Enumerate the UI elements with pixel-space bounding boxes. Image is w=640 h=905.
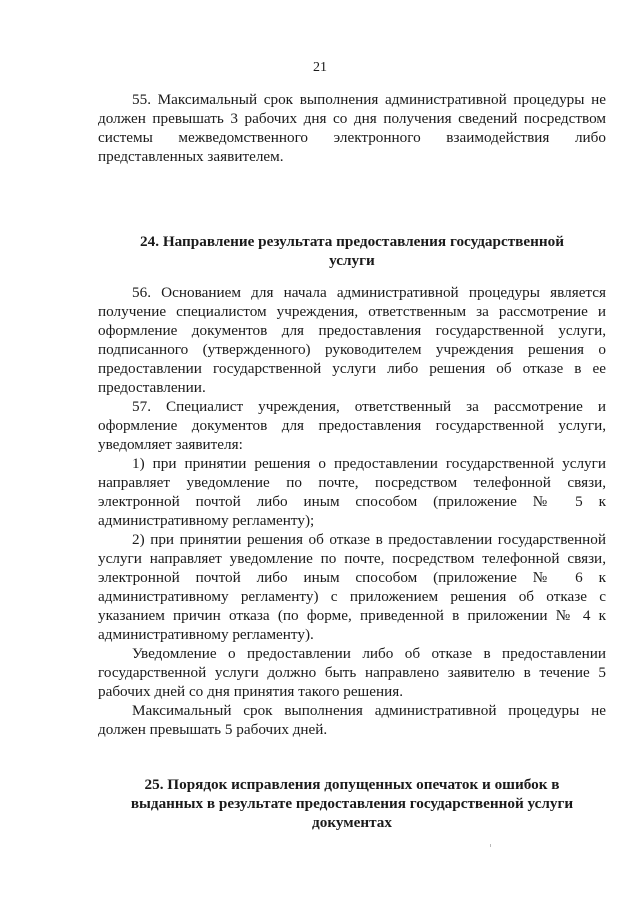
- paragraph-55: 55. Максимальный срок выполнения административной процедуры не должен превышать 3 рабочих дня со дня получения сведений посредством системы межведомственного электронного взаимодействия либо представленных заявителем.: [98, 91, 606, 165]
- list-item-2: 2) при принятии решения об отказе в предоставлении государственной услуги направляет уведомление по почте, посредством телефонной связи, электронной почтой либо иным способом (приложение № 6 к административному регламенту) с приложением решения об отказе с указанием причин отказа (по форме, приведенной в приложении № 4 к административному регламенту).: [98, 531, 606, 643]
- section-heading-25-line-3: документах: [312, 814, 392, 831]
- section-heading-25-line-2: выданных в результате предоставления государственной услуги: [130, 795, 574, 812]
- section-heading-24: [98, 232, 606, 270]
- page-number: 21: [313, 60, 327, 75]
- paragraph-notification: Уведомление о предоставлении либо об отказе в предоставлении государственной услуги должно быть направлено заявителю в течение 5 рабочих дней со дня принятия такого решения.: [98, 645, 606, 700]
- list-item-1: 1) при принятии решения о предоставлении государственной услуги направляет уведомление по почте, посредством телефонной связи, электронной почтой либо иным способом (приложение № 5 к административному регламенту);: [98, 455, 606, 529]
- scan-speck: [490, 844, 491, 847]
- paragraph-group-top: [98, 90, 606, 166]
- section-heading-25-line-1: 25. Порядок исправления допущенных опечаток и ошибок в: [144, 776, 560, 793]
- paragraph-max-term: Максимальный срок выполнения административной процедуры не должен превышать 5 рабочих дней.: [98, 702, 606, 738]
- paragraph-56: 56. Основанием для начала административной процедуры является получение специалистом учреждения, ответственным за рассмотрение и оформление документов для предоставления государственной услуги, подписанного (утвержденного) руководителем учреждения решения о предоставлении государственной услуги либо решения об отказе в ее предоставлении.: [98, 284, 606, 396]
- section-heading-24-line-2: услуги: [329, 252, 375, 269]
- section-heading-25: [98, 775, 606, 832]
- paragraph-57: 57. Специалист учреждения, ответственный за рассмотрение и оформление документов для предоставления государственной услуги, уведомляет заявителя:: [98, 398, 606, 453]
- paragraph-group-main: [98, 283, 606, 739]
- section-heading-24-line-1: 24. Направление результата предоставления государственной: [140, 233, 564, 250]
